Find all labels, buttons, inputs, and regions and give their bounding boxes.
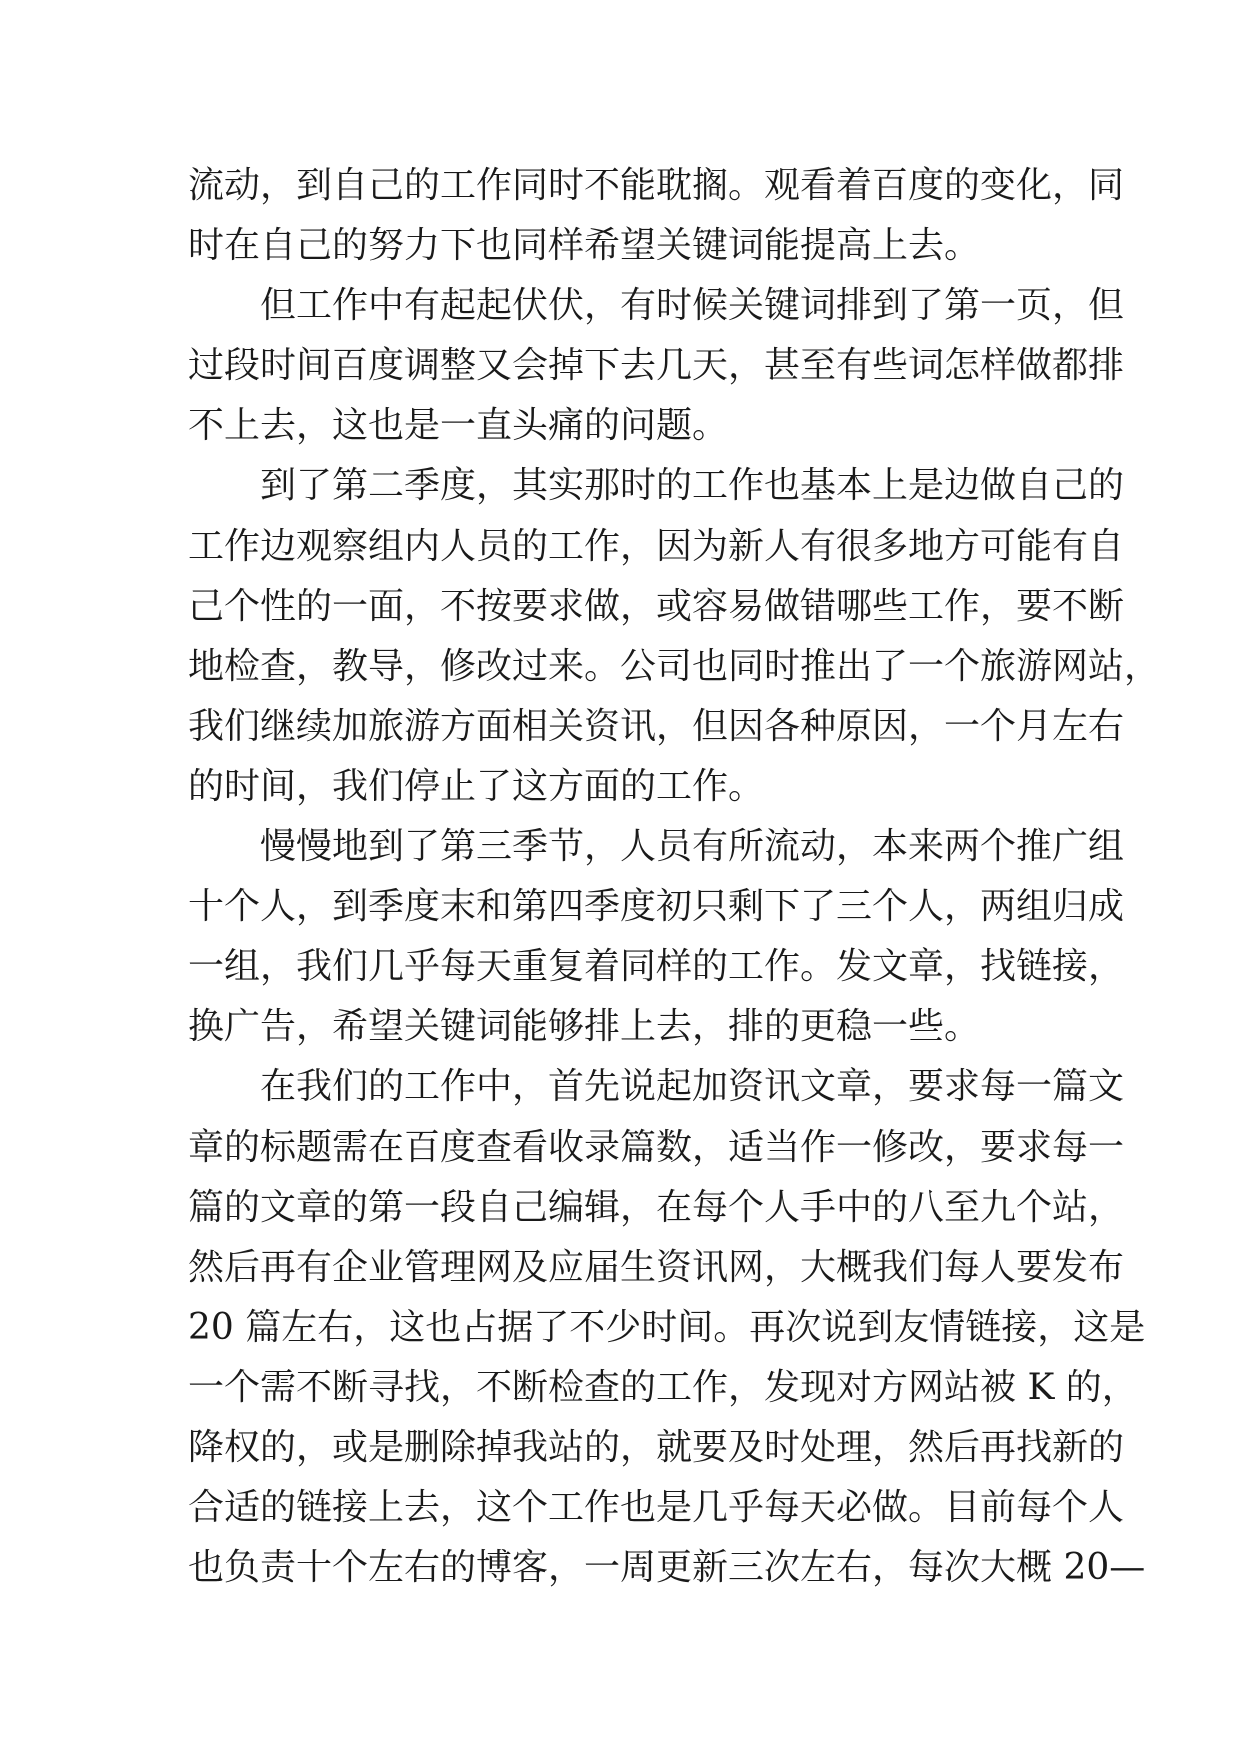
text-line: 然后再有企业管理网及应届生资讯网，大概我们每人要发布 xyxy=(188,1246,1125,1288)
text-line: 换广告，希望关键词能够排上去，排的更稳一些。 xyxy=(188,1006,981,1048)
text-line: 地检查，教导，修改过来。公司也同时推出了一个旅游网站， xyxy=(188,645,1161,687)
paragraph-start-line: 到了第二季度，其实那时的工作也基本上是边做自己的 xyxy=(260,465,1125,507)
text-line: 的时间，我们停止了这方面的工作。 xyxy=(188,765,765,807)
text-line: 我们继续加旅游方面相关资讯，但因各种原因，一个月左右 xyxy=(188,705,1125,747)
text-line: 流动，到自己的工作同时不能耽搁。观看着百度的变化，同 xyxy=(188,165,1125,206)
text-line: 时在自己的努力下也同样希望关键词能提高上去。 xyxy=(188,225,981,267)
text-line: 篇的文章的第一段自己编辑，在每个人手中的八至九个站， xyxy=(188,1186,1125,1228)
text-line: 也负责十个左右的博客，一周更新三次左右，每次大概 20— xyxy=(188,1547,1146,1589)
text-line: 合适的链接上去，这个工作也是几乎每天必做。目前每个人 xyxy=(188,1487,1125,1529)
text-line: 不上去，这也是一直头痛的问题。 xyxy=(188,405,729,447)
text-line: 己个性的一面，不按要求做，或容易做错哪些工作，要不断 xyxy=(188,585,1125,627)
text-line: 一个需不断寻找，不断检查的工作，发现对方网站被 K 的， xyxy=(188,1366,1138,1408)
text-line: 章的标题需在百度查看收录篇数，适当作一修改，要求每一 xyxy=(188,1126,1125,1168)
paragraph-start-line: 在我们的工作中，首先说起加资讯文章，要求每一篇文 xyxy=(260,1066,1125,1108)
text-line: 一组，我们几乎每天重复着同样的工作。发文章，找链接， xyxy=(188,946,1125,988)
text-line: 十个人，到季度末和第四季度初只剩下了三个人，两组归成 xyxy=(188,886,1125,928)
text-line: 20 篇左右，这也占据了不少时间。再次说到友情链接，这是 xyxy=(188,1306,1146,1348)
text-line: 降权的，或是删除掉我站的，就要及时处理，然后再找新的 xyxy=(188,1426,1125,1468)
body-text xyxy=(188,156,1161,1598)
text-line: 过段时间百度调整又会掉下去几天，甚至有些词怎样做都排 xyxy=(188,345,1125,387)
text-line: 工作边观察组内人员的工作，因为新人有很多地方可能有自 xyxy=(188,525,1125,567)
paragraph-start-line: 慢慢地到了第三季节，人员有所流动，本来两个推广组 xyxy=(260,826,1125,868)
paragraph-start-line: 但工作中有起起伏伏，有时候关键词排到了第一页，但 xyxy=(260,285,1125,327)
